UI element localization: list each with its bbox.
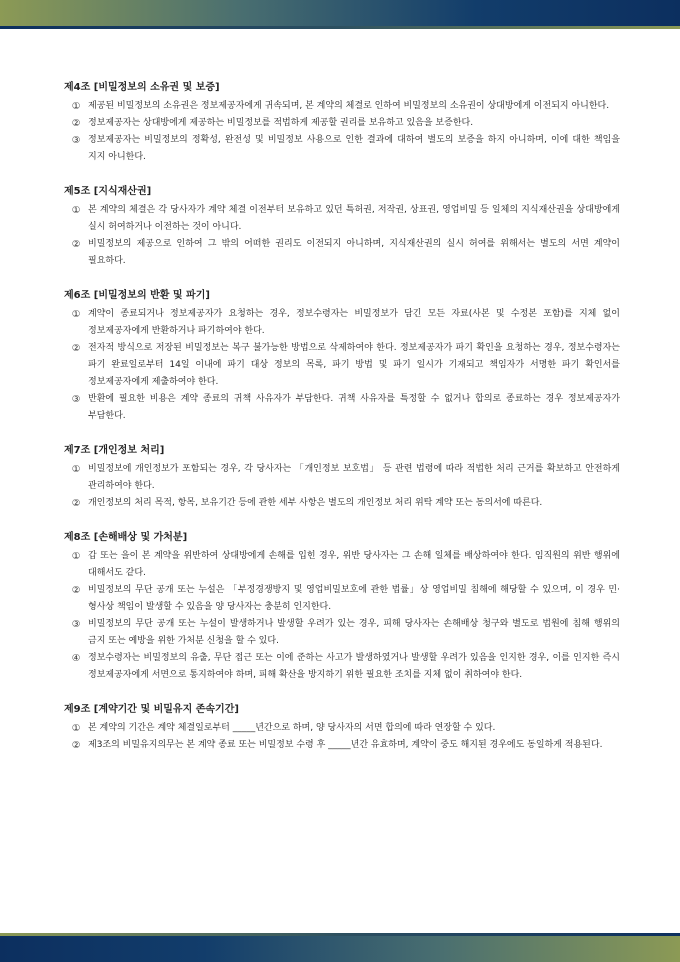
clause-number: ②	[71, 740, 81, 751]
clause	[64, 340, 620, 391]
clause-number: ④	[71, 653, 81, 664]
article-7	[64, 443, 620, 512]
article-title: 제7조 [개인정보 처리]	[64, 445, 165, 456]
clause-number: ②	[71, 585, 81, 596]
clause	[64, 132, 620, 166]
clause-number: ①	[71, 205, 81, 216]
clause-text: 제3조의 비밀유지의무는 본 계약 종료 또는 비밀정보 수령 후 _____년간 유효하며, 계약이 중도 해지된 경우에도 동일하게 적용된다.	[88, 740, 603, 750]
article-title: 제4조 [비밀정보의 소유권 및 보증]	[64, 82, 220, 93]
clause	[64, 650, 620, 684]
clause-text: 본 계약의 체결은 각 당사자가 계약 체결 이전부터 보유하고 있던 특허권, 저작권, 상표권, 영업비밀 등 일체의 지식재산권을 상대방에게 실시 허여하거나 이전하는 것이 아니다.	[88, 205, 620, 232]
clause	[64, 720, 620, 737]
clause	[64, 115, 620, 132]
article-title: 제5조 [지식재산권]	[64, 186, 152, 197]
header-band	[0, 0, 680, 26]
clause-text: 갑 또는 을이 본 계약을 위반하여 상대방에게 손해를 입힌 경우, 위반 당사자는 그 손해 일체를 배상하여야 한다. 임직원의 위반 행위에 대해서도 같다.	[88, 551, 620, 578]
article-6	[64, 288, 620, 425]
clause-text: 정보제공자는 상대방에게 제공하는 비밀정보를 적법하게 제공할 권리를 보유하고 있음을 보증한다.	[88, 118, 474, 128]
clause-number: ①	[71, 309, 81, 320]
clause	[64, 737, 620, 754]
clause-text: 계약이 종료되거나 정보제공자가 요청하는 경우, 정보수령자는 비밀정보가 담긴 모든 자료(사본 및 수정본 포함)를 지체 없이 정보제공자에게 반환하거나 파기하여야 한다.	[88, 309, 620, 336]
clause-text: 개인정보의 처리 목적, 항목, 보유기간 등에 관한 세부 사항은 별도의 개인정보 처리 위탁 계약 또는 동의서에 따른다.	[88, 498, 543, 508]
clause	[64, 202, 620, 236]
clause-number: ①	[71, 101, 81, 112]
document-body	[64, 80, 620, 772]
clause-text: 제공된 비밀정보의 소유권은 정보제공자에게 귀속되며, 본 계약의 체결로 인하여 비밀정보의 소유권이 상대방에게 이전되지 아니한다.	[88, 101, 610, 111]
clause-number: ③	[71, 619, 81, 630]
clause-text: 비밀정보의 제공으로 인하여 그 밖의 어떠한 권리도 이전되지 아니하며, 지식재산권의 실시 허여를 위해서는 별도의 서면 계약이 필요하다.	[88, 239, 620, 266]
clause-text: 비밀정보의 무단 공개 또는 누설이 발생하거나 발생할 우려가 있는 경우, 피해 당사자는 손해배상 청구와 별도로 법원에 침해 행위의 금지 또는 예방을 위한 가처분 신청을 할 수 있다.	[88, 619, 620, 646]
clause-number: ①	[71, 464, 81, 475]
clause	[64, 391, 620, 425]
clause-text: 반환에 필요한 비용은 계약 종료의 귀책 사유자가 부담한다. 귀책 사유자를 특정할 수 없거나 합의로 종료하는 경우 정보제공자가 부담한다.	[88, 394, 620, 421]
clause-number: ②	[71, 343, 81, 354]
clause	[64, 236, 620, 270]
clause-text: 정보수령자는 비밀정보의 유출, 무단 접근 또는 이에 준하는 사고가 발생하였거나 발생할 우려가 있음을 인지한 경우, 이를 인지한 즉시 정보제공자에게 서면으로 통지하여야 하며, 피해 확산을 방지하기 위한 필요한 조치를 지체 없이 취하여야 한다.	[88, 653, 620, 680]
clause-text: 비밀정보에 개인정보가 포함되는 경우, 각 당사자는 「개인정보 보호법」 등 관련 법령에 따라 적법한 처리 근거를 확보하고 안전하게 관리하여야 한다.	[88, 464, 620, 491]
article-9	[64, 702, 620, 754]
header-accent-line	[0, 26, 680, 29]
clause-text: 본 계약의 기간은 계약 체결일로부터 _____년간으로 하며, 양 당사자의 서면 합의에 따라 연장할 수 있다.	[88, 723, 496, 733]
clause-number: ③	[71, 135, 81, 146]
article-8	[64, 530, 620, 684]
clause-number: ①	[71, 551, 81, 562]
clause-number: ②	[71, 498, 81, 509]
clause	[64, 306, 620, 340]
clause-text: 전자적 방식으로 저장된 비밀정보는 복구 불가능한 방법으로 삭제하여야 한다. 정보제공자가 파기 확인을 요청하는 경우, 정보수령자는 파기 완료일로부터 14일 이내에 파기 대상 정보의 목록, 파기 방법 및 파기 일시가 기재되고 책임자가 서명한 파기 확인서를 정보제공자에게 제출하여야 한다.	[88, 343, 620, 387]
clause-text: 정보제공자는 비밀정보의 정확성, 완전성 및 비밀정보 사용으로 인한 결과에 대하여 별도의 보증을 하지 아니하며, 이에 대한 책임을 지지 아니한다.	[88, 135, 620, 162]
clause	[64, 98, 620, 115]
clause	[64, 582, 620, 616]
article-5	[64, 184, 620, 270]
clause-number: ②	[71, 239, 81, 250]
clause-number: ②	[71, 118, 81, 129]
article-4	[64, 80, 620, 166]
clause	[64, 461, 620, 495]
footer-band	[0, 936, 680, 962]
clause-number: ①	[71, 723, 81, 734]
article-title: 제6조 [비밀정보의 반환 및 파기]	[64, 290, 210, 301]
clause	[64, 548, 620, 582]
clause-text: 비밀정보의 무단 공개 또는 누설은 「부정경쟁방지 및 영업비밀보호에 관한 법률」상 영업비밀 침해에 해당할 수 있으며, 이 경우 민·형사상 책임이 발생할 수 있음을 양 당사자는 충분히 인지한다.	[88, 585, 620, 612]
article-title: 제9조 [계약기간 및 비밀유지 존속기간]	[64, 704, 239, 715]
article-title: 제8조 [손해배상 및 가처분]	[64, 532, 188, 543]
clause	[64, 616, 620, 650]
clause	[64, 495, 620, 512]
clause-number: ③	[71, 394, 81, 405]
